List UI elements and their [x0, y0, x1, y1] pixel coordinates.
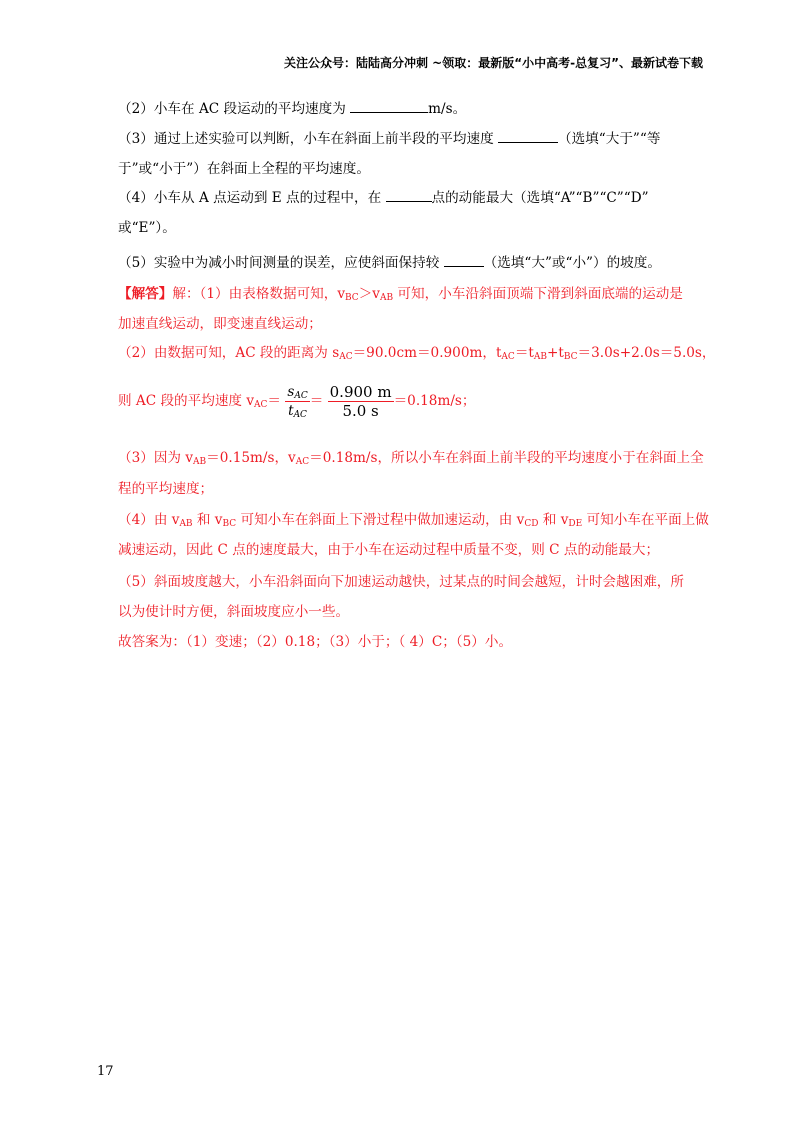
frac-den-sub: AC	[293, 410, 307, 420]
fraction-s-over-t	[285, 383, 309, 420]
question-3-line2: 于”或“小于”）在斜面上全程的平均速度。	[118, 161, 370, 177]
answer-2	[118, 343, 716, 363]
a2f-eq2: ＝	[309, 393, 324, 409]
answer-4	[118, 510, 709, 530]
q3-text: （3）通过上述实验可以判断，小车在斜面上前半段的平均速度	[118, 131, 498, 147]
frac-num-s: s	[287, 384, 295, 400]
a2-text-b: ＝90.0cm＝0.900m，t	[352, 345, 502, 361]
a2f-result: 0.18m/s；	[407, 393, 476, 409]
answer-5: （5）斜面坡度越大，小车沿斜面向下加速运动越快，过某点的时间会越短，计时会越困难，所	[118, 574, 684, 590]
frac-den-t: t	[288, 403, 294, 419]
a1-text-c: 可知，小车沿斜面顶端下滑到斜面底端的运动是	[393, 286, 683, 302]
a1-text-a: 解：（1）由表格数据可知，v	[172, 286, 346, 302]
answer-3	[118, 448, 704, 468]
a3-text-a: （3）因为 v	[118, 450, 194, 466]
a2-text-a: （2）由数据可知，AC 段的距离为 s	[118, 345, 340, 361]
frac-num-value: 0.900 m	[329, 383, 392, 401]
page-number: 17	[97, 1064, 114, 1079]
a2-text-c: ＝t	[514, 345, 534, 361]
a2-text-e: ＝3.0s+2.0s＝5.0s，	[577, 345, 716, 361]
a4-sub-de: DE	[568, 519, 583, 529]
a2-text-d: +t	[547, 345, 564, 361]
a3-sub-ac: AC	[295, 457, 310, 467]
final-answer: 故答案为：（1）变速；（2）0.18；（3）小于；（ 4）C；（5）小。	[118, 634, 513, 650]
a2f-eq1: ＝	[267, 393, 282, 409]
q3-blank[interactable]	[498, 130, 558, 143]
answer-1	[118, 284, 683, 304]
answer-2-formula	[118, 383, 475, 420]
question-4-line2: 或“E”）。	[118, 220, 176, 236]
a2-sub-tab: AB	[533, 352, 547, 362]
answer-3-line2: 程的平均速度；	[118, 481, 214, 497]
a2f-text: 则 AC 段的平均速度 v	[118, 393, 255, 409]
q5-blank[interactable]	[444, 254, 484, 267]
frac-num-sub: AC	[294, 391, 308, 401]
a1-sub-bc: BC	[345, 293, 359, 303]
a2f-sub-vac: AC	[254, 400, 268, 410]
a4-text-d: 和 v	[538, 512, 569, 528]
frac-den-value: 5.0 s	[342, 402, 379, 420]
answer-5-line2: 以为使计时方便，斜面坡度应小一些。	[118, 604, 350, 620]
question-5	[118, 253, 661, 273]
a4-sub-cd: CD	[524, 519, 539, 529]
a4-text-e: 可知小车在平面上做	[582, 512, 709, 528]
a4-text-b: 和 v	[192, 512, 223, 528]
a4-sub-bc: BC	[222, 519, 237, 529]
a3-text-b: ＝0.15m/s，v	[206, 450, 296, 466]
a2-sub-tbc: BC	[563, 352, 578, 362]
q3-options: （选填“大于”“等	[558, 131, 661, 147]
answer-4-line2: 减速运动，因此 C 点的速度最大，由于小车在运动过程中质量不变，则 C 点的动能最大；	[118, 542, 660, 558]
q2-text: （2）小车在 AC 段运动的平均速度为	[118, 101, 351, 117]
question-3	[118, 129, 660, 149]
q5-options: （选填“大”或“小”）的坡度。	[483, 255, 661, 271]
q4-options: 点的动能最大（选填“A”“B”“C”“D”	[431, 190, 649, 206]
q2-blank[interactable]	[350, 100, 428, 113]
q2-unit: m/s。	[428, 101, 467, 117]
a2-sub-sac: AC	[339, 352, 353, 362]
page-header: 关注公众号：陆陆高分冲刺 ~领取：最新版“小中高考-总复习”、最新试卷下载	[284, 56, 703, 70]
a2f-eq3: ＝	[393, 393, 408, 409]
answer-tag: 【解答】	[118, 286, 173, 302]
a3-text-c: ＝0.18m/s，所以小车在斜面上前半段的平均速度小于在斜面上全	[309, 450, 704, 466]
q4-text: （4）小车从 A 点运动到 E 点的过程中，在	[118, 190, 386, 206]
a4-text-a: （4）由 v	[118, 512, 180, 528]
a1-sub-ab: AB	[379, 293, 394, 303]
answer-1-line2: 加速直线运动，即变速直线运动；	[118, 316, 322, 332]
a3-sub-ab: AB	[193, 457, 207, 467]
fraction-values	[328, 383, 394, 420]
a2-sub-tac: AC	[501, 352, 515, 362]
question-4	[118, 188, 649, 208]
a1-text-b: ＞v	[358, 286, 380, 302]
q5-text: （5）实验中为减小时间测量的误差，应使斜面保持较	[118, 255, 444, 271]
a4-text-c: 可知小车在斜面上下滑过程中做加速运动，由 v	[236, 512, 525, 528]
q4-blank[interactable]	[386, 189, 432, 202]
question-2	[118, 99, 466, 119]
a4-sub-ab: AB	[179, 519, 193, 529]
